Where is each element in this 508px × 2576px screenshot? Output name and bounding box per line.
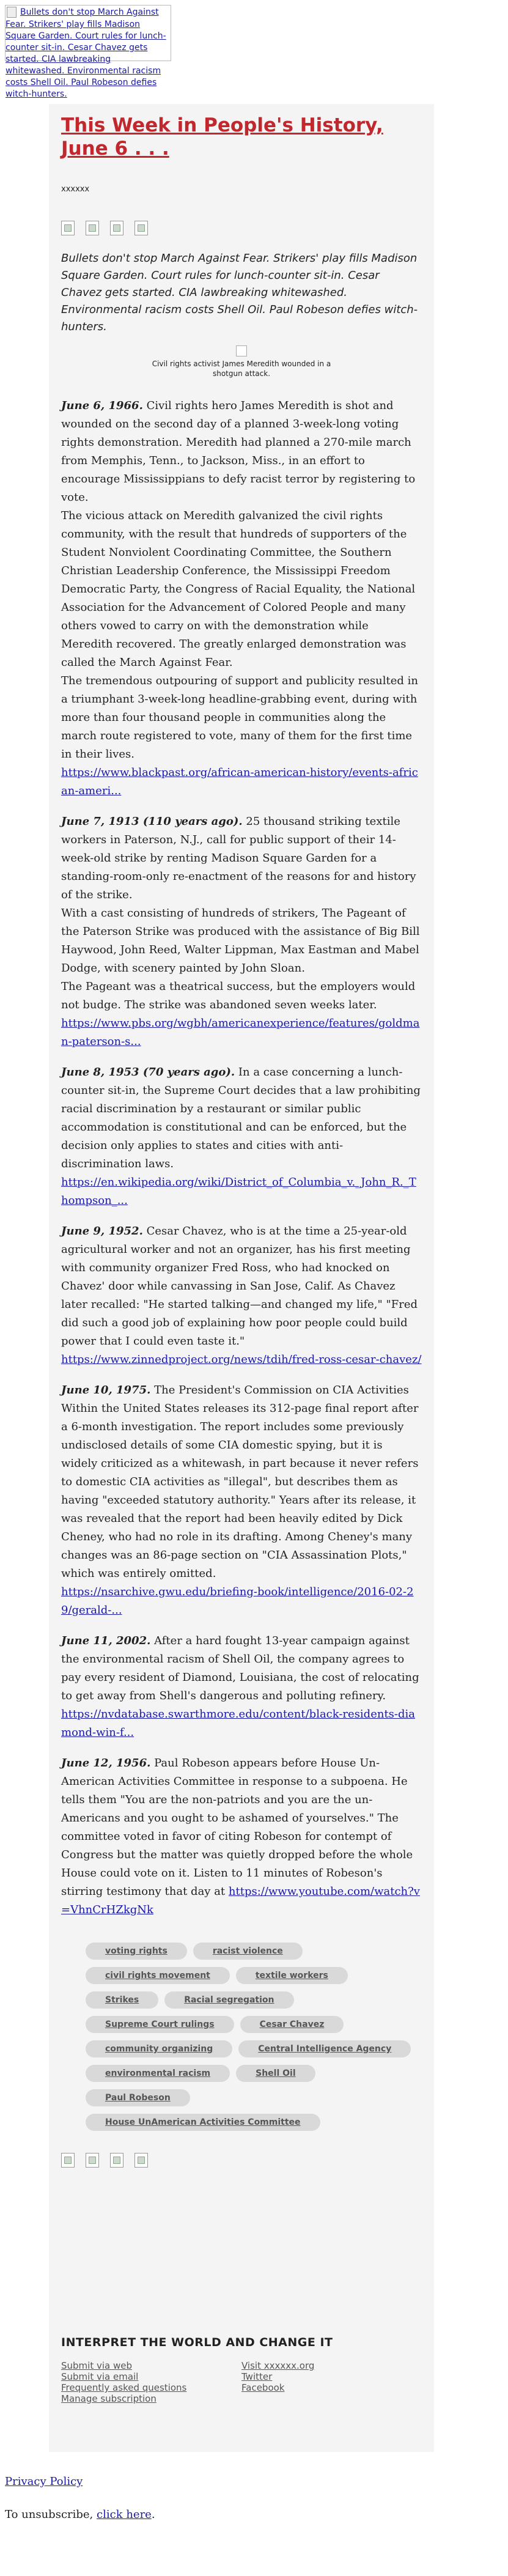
share-bar-top [61, 221, 422, 237]
entry-paragraph [61, 397, 422, 507]
entry-date: June 10, 1975. [61, 1384, 151, 1397]
entry-link-line [61, 1014, 422, 1051]
footer-link[interactable]: Facebook [241, 2382, 285, 2393]
article-image-block [61, 345, 422, 378]
entry-link[interactable]: https://www.blackpast.org/african-american-history/events-african-ameri... [61, 766, 418, 797]
tag-pill[interactable]: Strikes [86, 1991, 158, 2009]
tag-pill[interactable]: voting rights [86, 1943, 187, 1960]
entry-date: June 7, 1913 (110 years ago). [61, 815, 243, 828]
entry-paragraph [61, 507, 422, 672]
entry-link-line [61, 1583, 422, 1620]
entry-date: June 6, 1966. [61, 399, 143, 412]
share-icon[interactable] [86, 2153, 99, 2168]
tag-pill[interactable]: racist violence [193, 1943, 303, 1960]
history-entry [61, 1754, 422, 1919]
share-icon[interactable] [110, 2153, 123, 2168]
tag-pill[interactable]: Shell Oil [236, 2065, 315, 2082]
entry-paragraph [61, 813, 422, 904]
unsubscribe-link[interactable]: click here [97, 2508, 152, 2521]
entry-paragraph [61, 672, 422, 764]
share-bar-bottom [61, 2153, 422, 2169]
entry-text: Civil rights hero James Meredith is shot and wounded on the second day of a planned 3-week-long voting rights demonstration. Meredith had planned a 270-mile march from Memphis, Tenn., to Jackson, Miss., in an effort to encourage Mississippians to defy racist terror by registering to vote. [61, 399, 416, 504]
entry-text: The vicious attack on Meredith galvanized the civil rights community, with the result that hundreds of supporters of the Student Nonviolent Coordinating Committee, the Southern Christian Leadership Conference, the Mississippi Freedom Democratic Party, the Congress of Racial Equality, the National Association for the Advancement of Colored People and many others vowed to carry on with the demonstration while Meredith recovered. The greatly enlarged demonstration was called the March Against Fear. [61, 509, 416, 669]
broken-image-icon [236, 345, 247, 356]
entry-link[interactable]: https://en.wikipedia.org/wiki/District_of_Columbia_v._John_R._Thompson_... [61, 1176, 416, 1207]
privacy-policy [5, 2475, 83, 2488]
history-entry [61, 1222, 422, 1369]
tag-pill[interactable]: civil rights movement [86, 1967, 230, 1984]
entry-paragraph [61, 1632, 422, 1705]
entries-list [61, 397, 422, 1919]
entry-date: June 9, 1952. [61, 1225, 143, 1238]
footer-link[interactable]: Submit via email [61, 2371, 139, 2382]
entry-text: Cesar Chavez, who is at the time a 25-year-old agricultural worker and not an organizer, has his first meeting with community organizer Fred Ross, who had knocked on Chavez' door while canvassing in San Jose, Calif. As Chavez later recalled: "He started talking—and changed my life," "Fred did such a good job of explaining how poor people could build power that I could even taste it." [61, 1225, 418, 1348]
tag-pill[interactable]: environmental racism [86, 2065, 230, 2082]
entry-link[interactable]: https://www.pbs.org/wgbh/americanexperience/features/goldman-paterson-s... [61, 1017, 420, 1048]
entry-link-line [61, 1173, 422, 1210]
byline: xxxxxx [61, 185, 90, 194]
share-icon[interactable] [61, 221, 75, 235]
entry-paragraph [61, 1754, 422, 1919]
share-icon[interactable] [134, 2153, 148, 2168]
entry-paragraph [61, 1063, 422, 1173]
tag-pill[interactable]: community organizing [86, 2040, 232, 2057]
footer-link[interactable]: Manage subscription [61, 2393, 156, 2404]
unsubscribe-line [5, 2508, 155, 2521]
history-entry [61, 1381, 422, 1620]
entry-link-line [61, 764, 422, 800]
history-entry [61, 397, 422, 800]
entry-date: June 12, 1956. [61, 1757, 151, 1770]
tag-pill[interactable]: textile workers [236, 1967, 348, 1984]
share-icon[interactable] [86, 221, 99, 235]
history-entry [61, 1632, 422, 1742]
footer-heading: INTERPRET THE WORLD AND CHANGE IT [61, 2336, 333, 2349]
unsubscribe-period: . [151, 2508, 155, 2521]
entry-text: Paul Robeson appears before House Un-American Activities Committee in response to a subpoena. He tells them "You are the non-patriots and you are the un-Americans and you ought to be ashamed of yourselves." The committee voted in favor of citing Robeson for contempt of Congress but the matter was quietly dropped before the whole House could vote on it. Listen to 11 minutes of Robeson's stirring testimony that day at [61, 1757, 413, 1898]
share-icon[interactable] [110, 221, 123, 235]
entry-date: June 8, 1953 (70 years ago). [61, 1066, 235, 1079]
entry-paragraph [61, 978, 422, 1014]
entry-text: In a case concerning a lunch-counter sit-in, the Supreme Court decides that a law prohibiting racial discrimination by a restaurant or similar public accommodation is constitutional and can be enforced, but the decision only applies to states and cities with anti-discrimination laws. [61, 1066, 421, 1170]
footer-link[interactable]: Frequently asked questions [61, 2382, 187, 2393]
entry-paragraph [61, 1222, 422, 1351]
article-summary: Bullets don't stop March Against Fear. Strikers' play fills Madison Square Garden. Court rules for lunch-counter sit-in. Cesar Chavez gets started. CIA lawbreaking whitewashed. Environmental racism costs Shell Oil. Paul Robeson defies witch-hunters. [61, 252, 418, 333]
entry-link[interactable]: https://nvdatabase.swarthmore.edu/content/black-residents-diamond-win-f... [61, 1708, 416, 1739]
history-entry [61, 813, 422, 1051]
unsubscribe-text: To unsubscribe, [5, 2508, 97, 2521]
footer [61, 2336, 422, 2404]
share-icon[interactable] [134, 221, 148, 235]
tag-pill[interactable]: House UnAmerican Activities Committee [86, 2114, 320, 2131]
tag-pill[interactable]: Paul Robeson [86, 2089, 190, 2106]
footer-links-left [61, 2360, 241, 2404]
entry-text: The President's Commission on CIA Activities Within the United States releases its 312-page final report after a 6-month investigation. The report includes some previously undisclosed details of some CIA domestic spying, but it is widely criticized as a whitewash, in part because it never refers to domestic CIA activities as "illegal", but describes them as having "exceeded statutory authority." Years after its release, it was revealed that the report had been heavily edited by Dick Cheney, who had no role in its drafting. Among Cheney's many changes was an 86-page section on "CIA Assassination Plots," which was entirely omitted. [61, 1384, 419, 1580]
entry-text: With a cast consisting of hundreds of strikers, The Pageant of the Paterson Strike was produced with the assistance of Big Bill Haywood, John Reed, Walter Lippman, Max Eastman and Mabel Dodge, with scenery painted by John Sloan. [61, 907, 420, 975]
share-icon[interactable] [61, 2153, 75, 2168]
entry-date: June 11, 2002. [61, 1634, 151, 1647]
entry-paragraph [61, 904, 422, 978]
broken-image-icon [7, 7, 17, 18]
entry-link-line [61, 1705, 422, 1742]
footer-link[interactable]: Submit via web [61, 2360, 133, 2371]
footer-link[interactable]: Twitter [241, 2371, 273, 2382]
history-entry [61, 1063, 422, 1210]
footer-links-right [241, 2360, 422, 2404]
entry-link[interactable]: https://www.zinnedproject.org/news/tdih/fred-ross-cesar-chavez/ [61, 1353, 422, 1366]
entry-link[interactable]: https://nsarchive.gwu.edu/briefing-book/intelligence/2016-02-29/gerald-... [61, 1585, 414, 1617]
entry-text: The Pageant was a theatrical success, but the employers would not budge. The strike was abandoned seven weeks later. [61, 980, 416, 1011]
entry-link-line [61, 1351, 422, 1369]
article-title[interactable]: This Week in People's History, June 6 . . . [61, 114, 383, 160]
entry-link[interactable]: https://www.youtube.com/watch?v=VhnCrHZkgNk [61, 1885, 420, 1916]
entry-text: After a hard fought 13-year campaign against the environmental racism of Shell Oil, the company agrees to pay every resident of Diamond, Louisiana, the cost of relocating to get away from Shell's dangerous and polluting refinery. [61, 1634, 419, 1702]
header-image [5, 5, 171, 99]
tag-list [86, 1943, 422, 2138]
entry-text: The tremendous outpouring of support and publicity resulted in a triumphant 3-week-long headline-grabbing event, during with more than four thousand people in communities along the march route registered to vote, many of them for the first time in their lives. [61, 674, 418, 761]
image-caption: Civil rights activist James Meredith wounded in a shotgun attack. [152, 360, 331, 378]
header-image-alt-text: Bullets don't stop March Against Fear. Strikers' play fills Madison Square Garden. Court rules for lunch-counter sit-in. Cesar Chavez gets started. CIA lawbreaking whitewashed. Environmental racism costs Shell Oil. Paul Robeson defies witch-hunters. [6, 7, 166, 99]
entry-paragraph [61, 1381, 422, 1583]
tag-pill[interactable]: Cesar Chavez [240, 2016, 344, 2033]
newsletter-frame [49, 104, 434, 2452]
entry-text: 25 thousand striking textile workers in Paterson, N.J., call for public support of their 14-week-old strike by renting Madison Square Garden for a standing-room-only re-enactment of the reasons for and history of the strike. [61, 815, 416, 901]
privacy-policy-link[interactable]: Privacy Policy [5, 2475, 83, 2488]
footer-link[interactable]: Visit xxxxxx.org [241, 2360, 315, 2371]
tag-pill[interactable]: Supreme Court rulings [86, 2016, 234, 2033]
tag-pill[interactable]: Racial segregation [164, 1991, 293, 2009]
tag-pill[interactable]: Central Intelligence Agency [238, 2040, 411, 2057]
